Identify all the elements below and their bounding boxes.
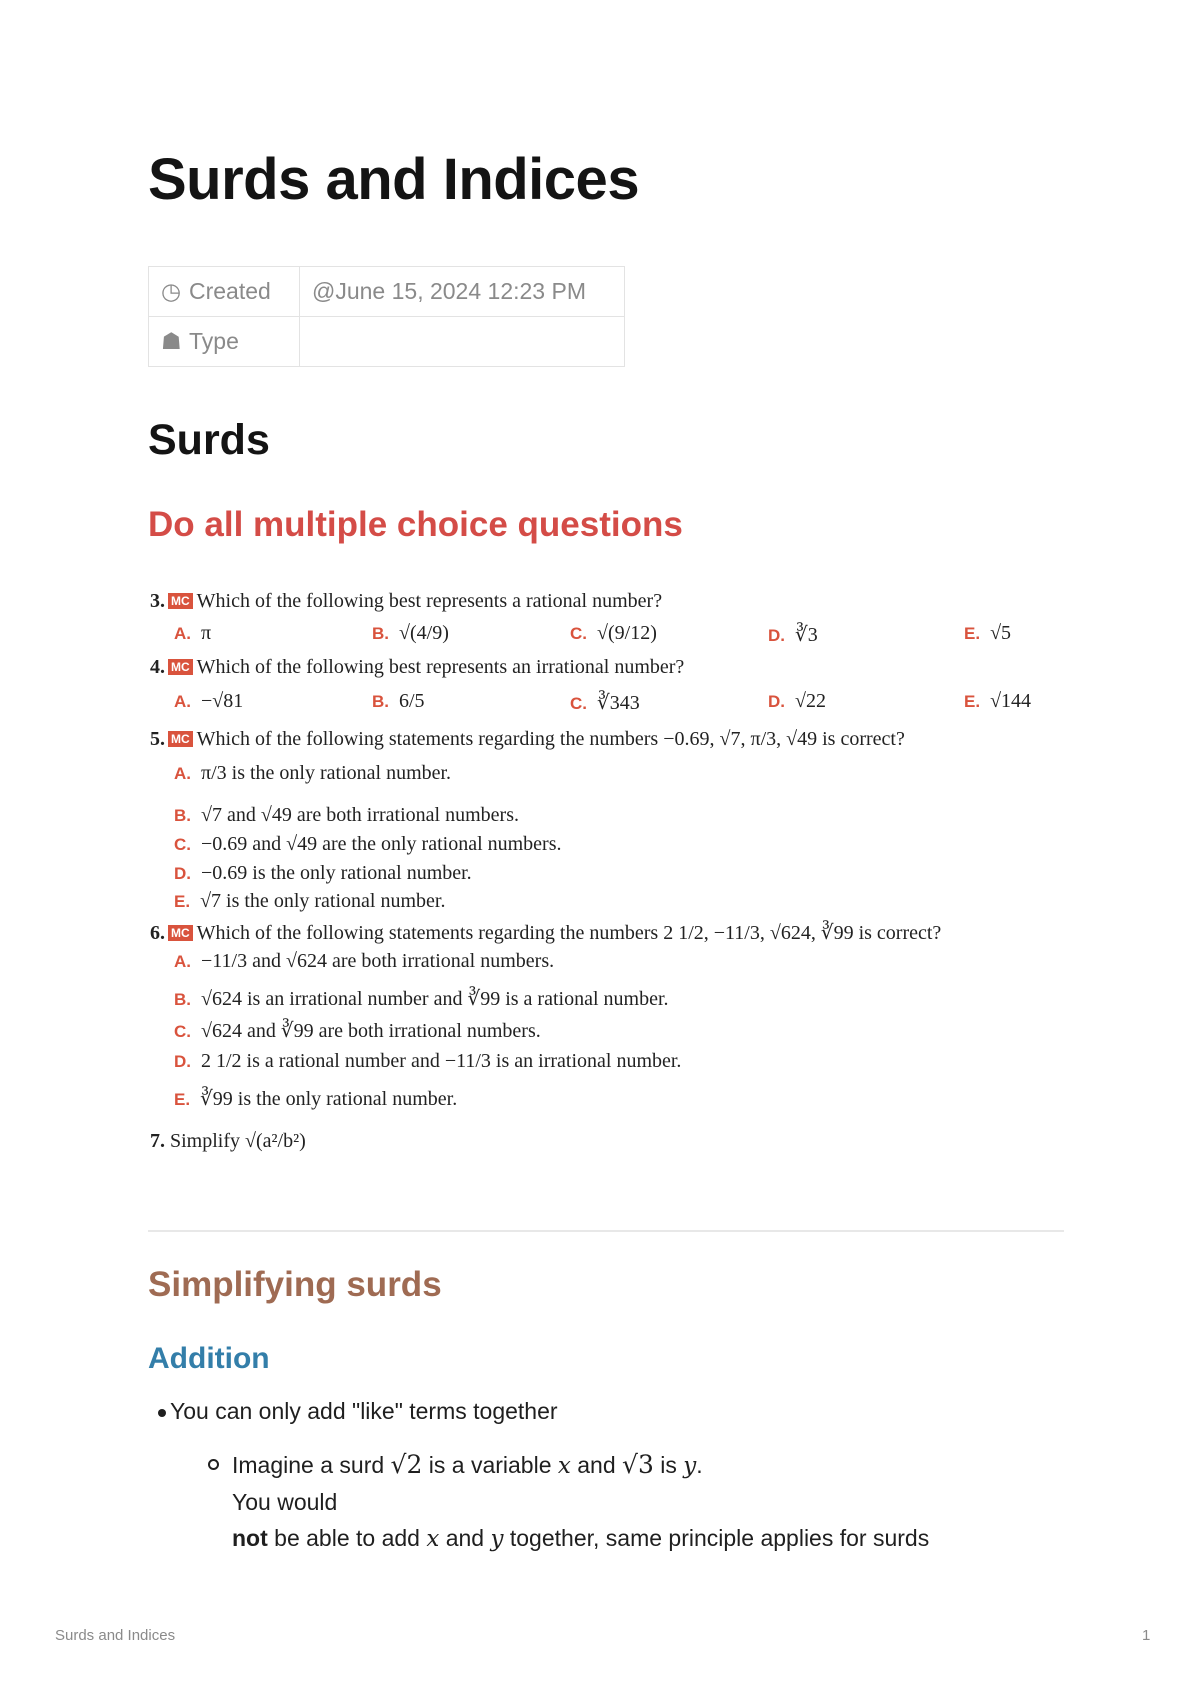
property-key-label: Type (189, 328, 239, 354)
option-text: √7 and √49 are both irrational numbers. (201, 804, 519, 826)
question-number: 7. (150, 1130, 165, 1152)
option-letter: A. (174, 764, 191, 783)
simplifying-heading: Simplifying surds (148, 1265, 442, 1304)
option-letter: C. (570, 694, 587, 713)
mc-badge: MC (168, 925, 193, 941)
option-text: π/3 is the only rational number. (201, 762, 452, 784)
option (372, 622, 449, 645)
question-number: 4. (150, 656, 165, 678)
page-title: Surds and Indices (148, 147, 640, 212)
question-number: 3. (150, 590, 165, 612)
math-x: x (557, 1453, 571, 1479)
option (372, 690, 425, 713)
option (174, 804, 519, 827)
option-letter: E. (964, 624, 981, 643)
option-text: ∛99 is the only rational number. (200, 1088, 458, 1110)
option-text: −0.69 is the only rational number. (201, 862, 472, 884)
property-value[interactable] (300, 317, 625, 367)
bullet-text: . (696, 1452, 703, 1478)
bullet-text: You would (232, 1489, 338, 1515)
option-text: 6/5 (399, 690, 425, 712)
bullet-text: Imagine a surd (232, 1452, 391, 1478)
option-letter: E. (174, 1090, 191, 1109)
option-text: √22 (795, 690, 826, 712)
bold-text: not (232, 1525, 268, 1551)
option-letter: D. (174, 1052, 191, 1071)
option (174, 950, 554, 973)
option-text: ∛343 (597, 692, 640, 714)
option-text: −11/3 and √624 are both irrational numbers. (201, 950, 555, 972)
option-letter: B. (372, 692, 389, 711)
bullet-text: is (653, 1452, 684, 1478)
option-text: √(9/12) (597, 622, 657, 644)
bullet-dot-icon (158, 1409, 166, 1417)
option-letter: E. (174, 892, 191, 911)
mc-badge: MC (168, 731, 193, 747)
math-x: x (426, 1526, 440, 1552)
option (174, 890, 445, 913)
question-text: Which of the following best represents an irrational number? (196, 656, 685, 678)
mc-badge: MC (168, 593, 193, 609)
property-row (149, 267, 625, 317)
option (174, 1050, 681, 1073)
question-number: 5. (150, 728, 165, 750)
bullet-text: and (439, 1525, 491, 1551)
option-letter: D. (768, 692, 785, 711)
option-text: √624 and ∛99 are both irrational numbers. (201, 1020, 541, 1042)
footer-page-number: 1 (1142, 1627, 1151, 1644)
option-letter: B. (174, 990, 191, 1009)
option-letter: B. (174, 806, 191, 825)
option-text: −0.69 and √49 are the only rational numbers. (201, 833, 562, 855)
option-letter: A. (174, 624, 191, 643)
divider (148, 1230, 1064, 1232)
option-text: √(4/9) (399, 622, 449, 644)
option-text: −√81 (201, 690, 244, 712)
question-4 (150, 656, 684, 679)
question-3 (150, 590, 662, 613)
option (174, 690, 243, 713)
property-row (149, 317, 625, 367)
option-letter: D. (768, 626, 785, 645)
option-text: 2 1/2 is a rational number and −11/3 is an irrational number. (201, 1050, 682, 1072)
question-text: Which of the following best represents a rational number? (196, 590, 663, 612)
option (570, 690, 640, 715)
option-letter: C. (174, 835, 191, 854)
property-key (149, 267, 300, 317)
option (174, 833, 562, 856)
option-letter: D. (174, 864, 191, 883)
option-letter: C. (570, 624, 587, 643)
bullet-text: You can only add "like" terms together (170, 1398, 558, 1424)
option-text: ∛3 (795, 624, 818, 646)
option-letter: A. (174, 692, 191, 711)
option (174, 1018, 541, 1043)
option (768, 622, 818, 647)
option (174, 622, 211, 645)
math-y: y (683, 1453, 697, 1479)
option (964, 622, 1011, 645)
question-text: Which of the following statements regarding the numbers −0.69, √7, π/3, √49 is correct? (196, 728, 905, 750)
question-number: 6. (150, 922, 165, 944)
option-text: √144 (990, 690, 1032, 712)
bullet-text: together, same principle applies for surds (503, 1525, 930, 1551)
property-key-label: Created (189, 278, 271, 304)
question-7 (150, 1130, 306, 1153)
option (768, 690, 826, 713)
nested-bullet-item (232, 1447, 1052, 1557)
properties-table (148, 266, 625, 367)
question-6 (150, 920, 941, 945)
option (174, 1086, 457, 1111)
option-text: √624 is an irrational number and ∛99 is a rational number. (201, 988, 669, 1010)
mc-badge: MC (168, 659, 193, 675)
bullet-item (170, 1398, 558, 1425)
option (570, 622, 657, 645)
math-y: y (490, 1526, 504, 1552)
option (174, 986, 669, 1011)
tag-icon: ☗ (161, 328, 182, 354)
option-letter: B. (372, 624, 389, 643)
bullet-ring-icon (208, 1459, 219, 1470)
surds-heading: Surds (148, 416, 270, 464)
math-sqrt3: √3 (622, 1450, 654, 1479)
question-5 (150, 728, 905, 751)
clock-icon: ◷ (161, 278, 182, 304)
option-letter: C. (174, 1022, 191, 1041)
addition-heading: Addition (148, 1342, 270, 1375)
question-text: Which of the following statements regarding the numbers 2 1/2, −11/3, √624, ∛99 is correct? (196, 922, 942, 944)
property-value[interactable]: @June 15, 2024 12:23 PM (300, 267, 625, 317)
option-letter: A. (174, 952, 191, 971)
option (174, 762, 451, 785)
option (964, 690, 1031, 713)
footer-title: Surds and Indices (55, 1627, 176, 1644)
mcq-heading: Do all multiple choice questions (148, 505, 683, 544)
bullet-text: is a variable (422, 1452, 558, 1478)
option-letter: E. (964, 692, 981, 711)
question-text: Simplify √(a²/b²) (170, 1130, 306, 1152)
option (174, 862, 472, 885)
math-sqrt2: √2 (390, 1450, 423, 1479)
option-text: √5 (990, 622, 1012, 644)
property-key (149, 317, 300, 367)
bullet-text: be able to add (267, 1525, 427, 1551)
bullet-text: and (570, 1452, 623, 1478)
option-text: π (201, 622, 212, 644)
option-text: √7 is the only rational number. (200, 890, 446, 912)
